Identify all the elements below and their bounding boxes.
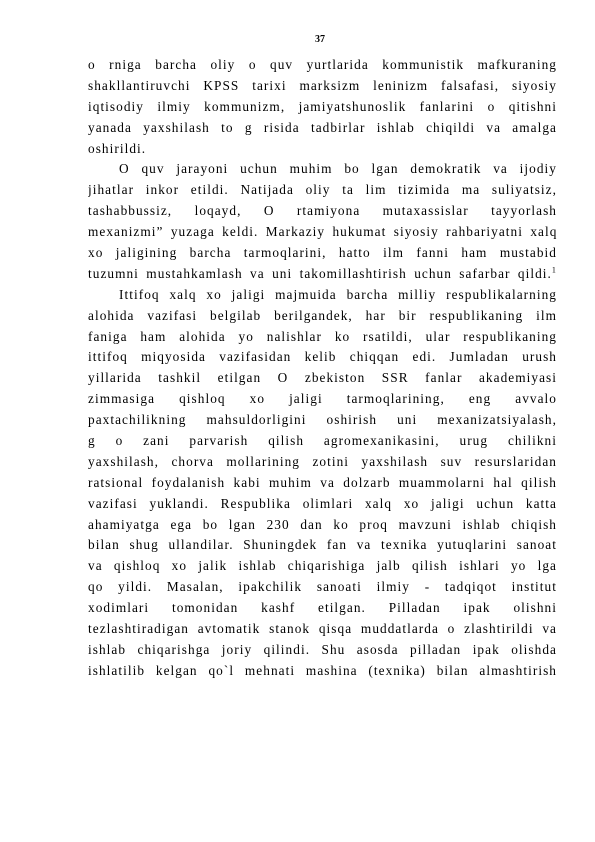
- text-line: Ittifoq xalq xo jaligi majmuida barcha milliy respublikalarning: [119, 286, 557, 302]
- text-line: zimmasiga qishloq xo jaligi tarmoqlarining, eng avvalo: [88, 391, 557, 407]
- text-line: mexanizmi” yuzaga keldi. Markaziy hukumat siyosiy rahbariyatni xalq: [88, 224, 557, 240]
- text-line: bilan shug ullandilar. Shuningdek fan va texnika yutuqlarini sanoat: [88, 537, 557, 553]
- page-number: 37: [315, 34, 325, 45]
- text-line: va qishloq xo jalik ishlab chiqarishiga jalb qilish ishlari yo lga: [88, 558, 557, 574]
- text-line: ishlatilib kelgan qo`l mehnati mashina (texnika) bilan almashtirish: [88, 662, 557, 678]
- text-line: vazifasi yuklandi. Respublika olimlari xalq xo jaligi uchun katta: [88, 495, 557, 511]
- paragraph-2: [88, 159, 557, 284]
- text-line: o rniga barcha oliy o quv yurtlarida kommunistik mafkuraning: [88, 57, 557, 72]
- text-line: iqtisodiy ilmiy kommunizm, jamiyatshunoslik fanlarini o qitishni: [88, 98, 557, 114]
- footnote-mark: 1: [551, 265, 557, 275]
- text-line: yanada yaxshilash to g risida tadbirlar ishlab chiqildi va amalga: [88, 119, 557, 135]
- text-line: xodimlari tomonidan kashf etilgan. Pilladan ipak olishni: [88, 600, 557, 616]
- text-line: qo yildi. Masalan, ipakchilik sanoati ilmiy - tadqiqot institut: [88, 579, 557, 595]
- text-line: alohida vazifasi belgilab berilgandek, har bir respublikaning ilm: [88, 307, 557, 323]
- text-line: yillarida tashkil etilgan O zbekiston SSR fanlar akademiyasi: [88, 370, 557, 386]
- text-line: ishlab chiqarishga joriy qilindi. Shu asosda pilladan ipak olishda: [88, 641, 557, 657]
- text-line: ratsional foydalanish kabi muhim va dolzarb muammolarni hal qilish: [88, 474, 557, 490]
- text-line: ittifoq miqyosida vazifasidan kelib chiqqan edi. Jumladan urush: [88, 349, 557, 365]
- text-line: tezlashtiradigan avtomatik stanok qisqa muddatlarda o zlashtirildi va: [88, 621, 557, 637]
- text-line: oshirildi.: [88, 140, 147, 156]
- text-line: jihatlar inkor etildi. Natijada oliy ta lim tizimida ma suliyatsiz,: [88, 182, 557, 198]
- text-line: O quv jarayoni uchun muhim bo lgan demokratik va ijodiy: [119, 161, 557, 177]
- text-line: faniga ham alohida yo nalishlar ko rsatildi, ular respublikaning: [88, 328, 557, 344]
- text-line: [88, 264, 557, 285]
- paragraph-1: [88, 55, 557, 159]
- text-line: yaxshilash, chorva mollarining zotini yaxshilash suv resurslaridan: [88, 453, 557, 469]
- text-line: shakllantiruvchi KPSS tarixi marksizm leninizm falsafasi, siyosiy: [88, 77, 557, 93]
- text-line: ahamiyatga ega bo lgan 230 dan ko proq mavzuni ishlab chiqish: [88, 516, 557, 532]
- text-line: g o zani parvarish qilish agromexanikasini, urug chilikni: [88, 433, 557, 449]
- text-line: xo jaligining barcha tarmoqlarini, hatto ilm fanni ham mustabid: [88, 245, 557, 261]
- body-text: [88, 55, 557, 682]
- text-line: paxtachilikning mahsuldorligini oshirish uni mexanizatsiyalash,: [88, 412, 557, 428]
- text-line: tashabbussiz, loqayd, O rtamiyona mutaxassislar tayyorlash: [88, 203, 557, 219]
- paragraph-3: [88, 285, 557, 682]
- text-line-content: tuzumni mustahkamlash va uni takomillashtirish uchun safarbar qildi.: [88, 265, 552, 281]
